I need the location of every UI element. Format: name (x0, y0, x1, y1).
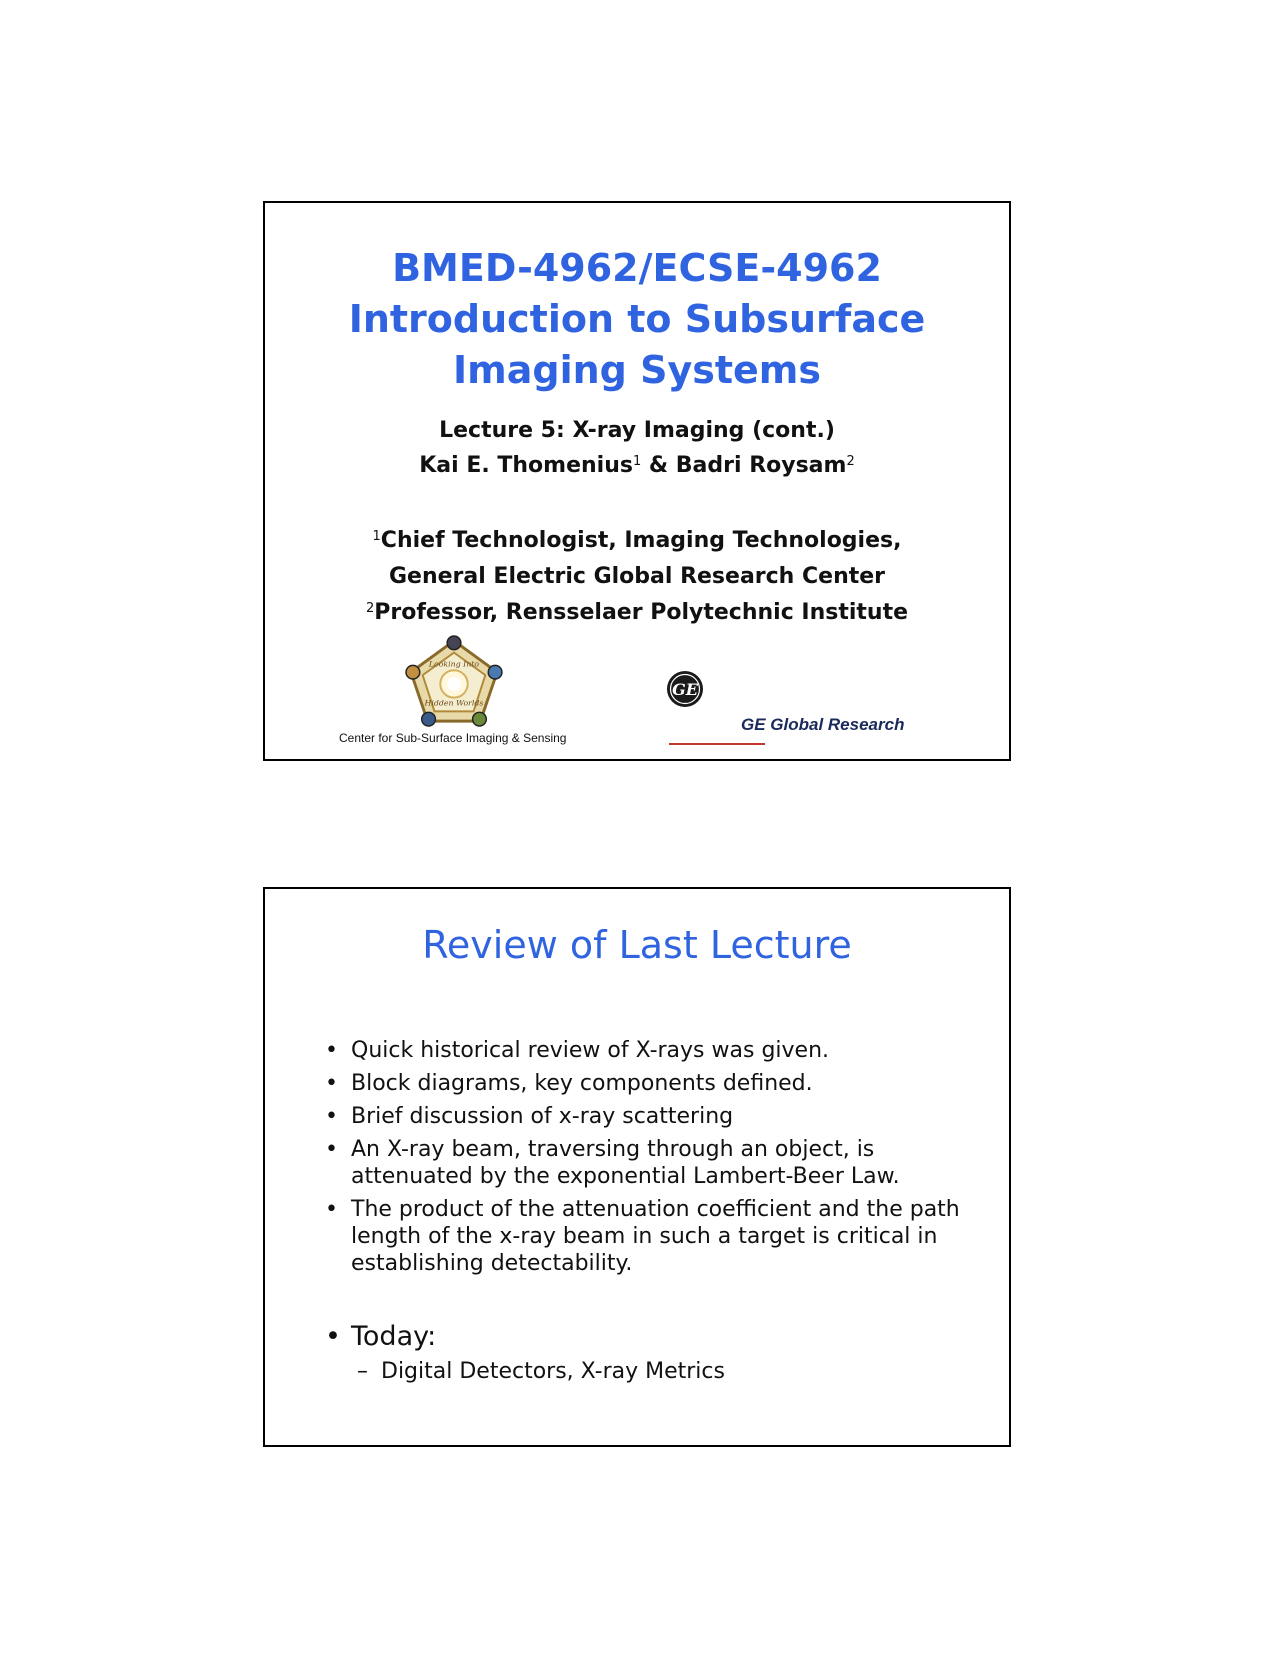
csis-logo-icon (405, 635, 503, 727)
list-item: • An X-ray beam, traversing through an object, is attenuated by the exponential Lambert-Beer Law. (323, 1136, 963, 1190)
authors (265, 453, 1009, 478)
svg-text:Hidden Worlds: Hidden Worlds (424, 698, 484, 708)
author-name: Kai E. Thomenius (419, 453, 633, 478)
title-slide (263, 201, 1011, 761)
author-name: Badri Roysam (675, 453, 847, 478)
bullet-list (323, 1037, 963, 1283)
footnote-mark: 1 (632, 454, 642, 469)
list-item: • Block diagrams, key components defined. (323, 1070, 963, 1097)
list-item: • Brief discussion of x-ray scattering (323, 1103, 963, 1130)
affiliation (265, 600, 1009, 625)
ge-monogram-icon (665, 669, 705, 709)
footnote-mark: 2 (365, 601, 375, 616)
today-bullet: • Today: (323, 1321, 436, 1352)
course-title-line: Introduction to Subsurface (348, 297, 926, 341)
course-title-line: Imaging Systems (453, 348, 821, 392)
list-item: • Quick historical review of X-rays was given. (323, 1037, 963, 1064)
course-title (265, 243, 1009, 396)
list-item: • The product of the attenuation coefficient and the path length of the x-ray beam in such a target is critical in establishing detectability. (323, 1196, 963, 1277)
svg-text:GE: GE (672, 680, 698, 699)
affiliation-text: Professor, Rensselaer Polytechnic Institute (374, 600, 909, 625)
svg-text:Looking Into: Looking Into (428, 659, 480, 669)
review-slide (263, 887, 1011, 1447)
brand-underline (669, 743, 765, 745)
affiliation-text: Chief Technologist, Imaging Technologies, (380, 528, 902, 553)
course-code: BMED-4962/ECSE-4962 (392, 246, 882, 290)
footnote-mark: 1 (372, 529, 381, 544)
slide-title: Review of Last Lecture (422, 923, 852, 967)
csis-caption: Center for Sub-Surface Imaging & Sensing (339, 731, 567, 745)
today-subitem: – Digital Detectors, X-ray Metrics (357, 1359, 725, 1384)
lecture-title: Lecture 5: X-ray Imaging (cont.) (439, 418, 835, 443)
affiliation (265, 528, 1009, 553)
ge-global-research-brand: GE Global Research (741, 715, 905, 734)
footnote-mark: 2 (846, 454, 855, 469)
affiliation: General Electric Global Research Center (388, 564, 886, 589)
author-separator: & (641, 453, 676, 478)
